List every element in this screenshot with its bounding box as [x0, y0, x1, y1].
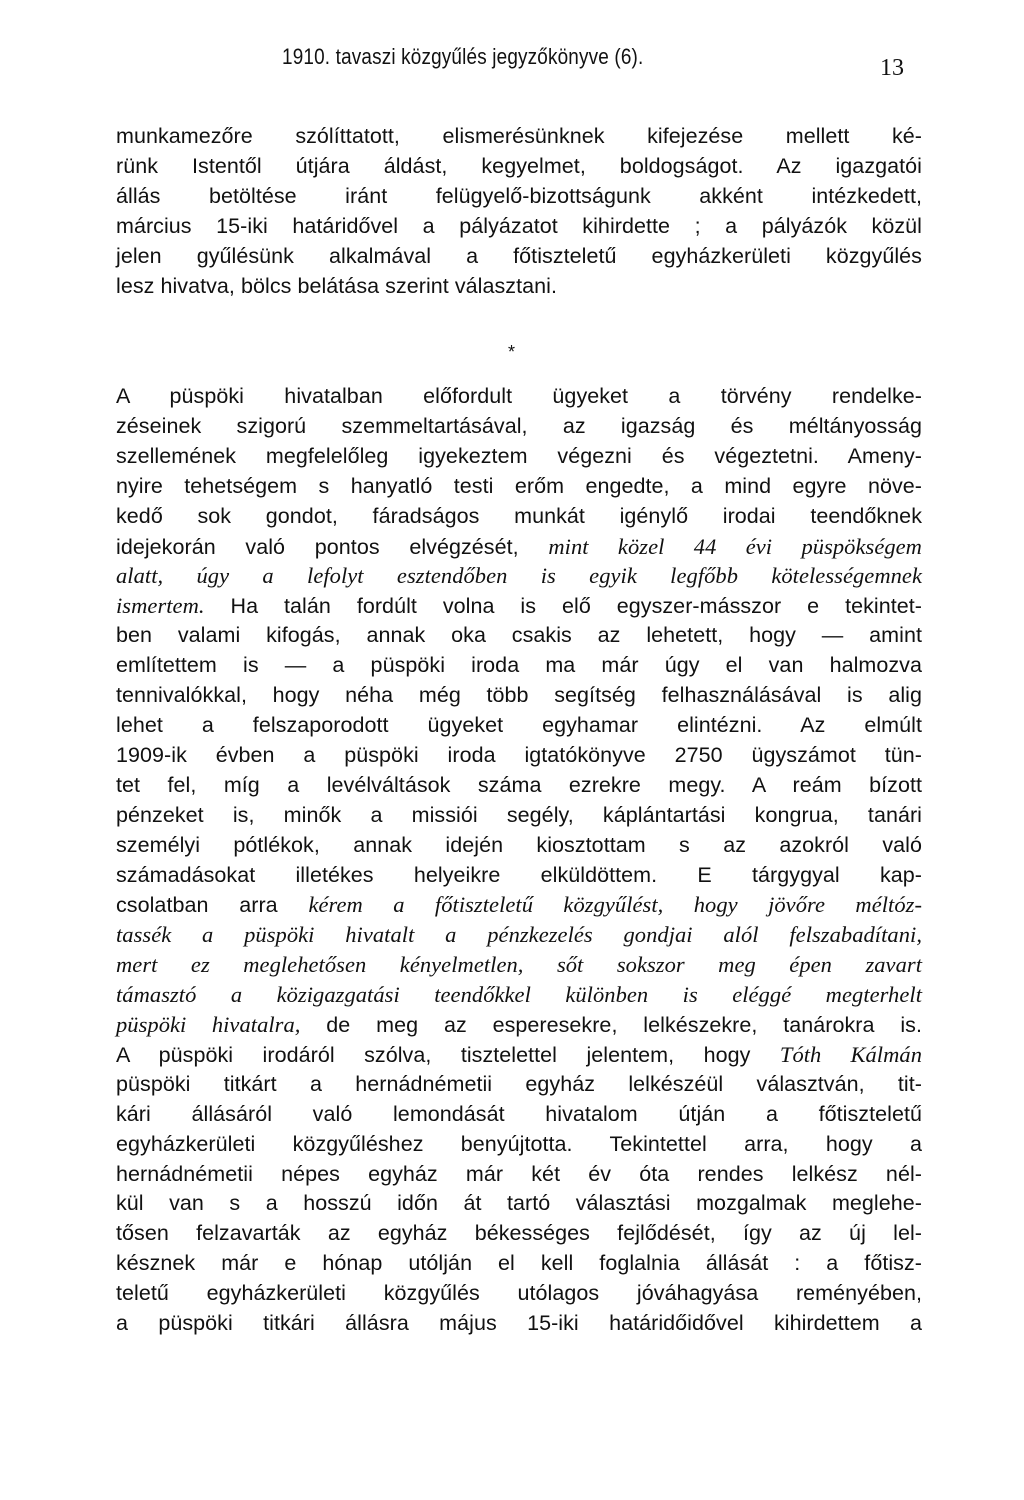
text-segment: lehet a felszaporodott ügyeket egyhamar elintézni. Az elmúlt — [116, 712, 922, 737]
text-line — [116, 831, 922, 861]
text-segment: egyházkerületi közgyűléshez benyújtotta. Tekintettel arra, hogy a — [116, 1131, 922, 1156]
text-segment: csolatban arra — [116, 893, 309, 918]
text-line — [116, 950, 922, 980]
text-line — [116, 1010, 922, 1040]
text-segment: püspöki titkárt a hernádnémetii egyház lelkészéül választván, tit- — [116, 1071, 922, 1096]
text-segment: hernádnémetii népes egyház már két év óta rendes lelkész nél- — [116, 1161, 922, 1186]
text-line — [116, 1160, 922, 1190]
text-line — [116, 861, 922, 891]
text-segment: tet fel, míg a levélváltások száma ezrekre megy. A reám bízott — [116, 772, 922, 797]
text-line — [116, 1040, 922, 1070]
text-segment: tennivalókkal, hogy néha még több segítség felhasználásával is alig — [116, 683, 922, 708]
text-line — [116, 561, 922, 591]
text-segment: a püspöki titkári állásra május 15-iki határidőidővel kihirdettem a — [116, 1311, 922, 1336]
text-line — [116, 1249, 922, 1279]
text-segment: számadásokat illetékes helyeikre elküldöttem. E tárgygyal kap- — [116, 862, 922, 887]
text-line — [116, 1189, 922, 1219]
text-segment: A püspöki hivatalban előfordult ügyeket a törvény rendelke- — [116, 384, 922, 408]
text-segment: kári állásáról való lemondását hivatalom útján a főtiszteletű — [116, 1101, 922, 1126]
text-line — [116, 621, 922, 651]
italic-text: mert ez meglehetősen kényelmetlen, sőt sokszor meg épen zavart — [116, 952, 922, 978]
text-segment: de meg az esperesekre, lelkészekre, tanárokra is. — [300, 1013, 923, 1038]
text-segment: késznek már e hónap utólján el kell foglalnia állását : a főtisz- — [116, 1251, 922, 1276]
text-segment: teletű egyházkerületi közgyűlés utólagos jóváhagyása reményében, — [116, 1281, 922, 1306]
text-segment: említettem is — a püspöki iroda ma már úgy el van halmozva — [116, 653, 922, 678]
text-line — [116, 382, 922, 412]
text-line — [116, 591, 922, 621]
running-header: 1910. tavaszi közgyűlés jegyzőkönyve (6). — [282, 44, 644, 69]
text-line — [116, 1219, 922, 1249]
text-segment: pénzeket is, minők a missiói segély, káplántartási kongrua, tanári — [116, 802, 922, 827]
italic-text: püspöki hivatalra, — [116, 1012, 301, 1038]
text-segment: személyi pótlékok, annak idején kiosztottam s az azokról való — [116, 832, 922, 857]
text-segment: 1909-ik évben a püspöki iroda igtatókönyve 2750 ügyszámot tün- — [116, 742, 922, 767]
text-line — [116, 771, 922, 801]
text-segment: zéseinek szigorú szemmeltartásával, az igazság és méltányosság — [116, 413, 922, 438]
text-line — [116, 801, 922, 831]
italic-text: ismertem. — [116, 593, 205, 619]
text-segment: tősen felzavarták az egyház békességes fejlődését, így az új lel- — [116, 1221, 922, 1246]
text-line — [116, 1130, 922, 1160]
italic-text: Tóth Kálmán — [779, 1041, 922, 1067]
text-segment: nyire tehetségem s hanyatló testi erőm engedte, a mind egyre növe- — [116, 473, 922, 498]
text-line — [116, 920, 922, 950]
text-line — [116, 1070, 922, 1100]
text-line — [116, 711, 922, 741]
text-line — [116, 681, 922, 711]
text-line — [116, 442, 922, 472]
text-line: munkamezőre szólíttatott, elismerésünknek kifejezése mellett ké- — [116, 124, 922, 148]
text-line — [116, 1279, 922, 1309]
section-separator: * — [508, 342, 516, 362]
text-line: jelen gyűlésünk alkalmával a főtiszteletű egyházkerületi közgyűlés — [116, 243, 922, 268]
text-line — [116, 502, 922, 532]
italic-text: kérem a főtiszteletű közgyűlést, hogy jövőre méltóz- — [308, 892, 922, 918]
italic-text: tassék a püspöki hivatalt a pénzkezelés gondjai alól felszabadítani, — [116, 922, 922, 948]
text-segment: ben valami kifogás, annak oka csakis az lehetett, hogy — amint — [116, 623, 922, 648]
text-segment: idejekorán való pontos elvégzését, — [116, 534, 549, 559]
text-line — [116, 651, 922, 681]
italic-text: mint közel 44 évi püspökségem — [548, 533, 922, 559]
text-line: rünk Istentől útjára áldást, kegyelmet, boldogságot. Az igazgatói — [116, 153, 922, 178]
text-line — [116, 890, 922, 920]
paragraph-1 — [116, 122, 922, 301]
text-segment: szellemének megfelelőleg igyekeztem végezni és végeztetni. Ameny- — [116, 443, 922, 468]
text-line — [116, 412, 922, 442]
text-line — [116, 741, 922, 771]
text-segment: kedő sok gondot, fáradságos munkát igénylő irodai teendőknek — [116, 503, 922, 528]
text-line — [116, 1100, 922, 1130]
text-segment: Ha talán fordúlt volna is elő egyszer-másszor e tekintet- — [204, 594, 922, 619]
paragraph-2 — [116, 382, 922, 1339]
text-segment: kül van s a hosszú időn át tartó választási mozgalmak meglehe- — [116, 1191, 922, 1216]
text-line — [116, 1309, 922, 1339]
text-line — [116, 532, 922, 562]
text-line: március 15-iki határidővel a pályázatot kihirdette ; a pályázók közül — [116, 213, 922, 238]
italic-text: támasztó a közigazgatási teendőkkel különben is eléggé megterhelt — [116, 982, 922, 1008]
text-line — [116, 980, 922, 1010]
text-line — [116, 472, 922, 502]
italic-text: alatt, úgy a lefolyt esztendőben is egyik legfőbb kötelességemnek — [116, 563, 922, 589]
text-segment: A püspöki irodáról szólva, tisztelettel jelentem, hogy — [116, 1042, 780, 1067]
page-number: 13 — [880, 55, 904, 81]
text-line: lesz hivatva, bölcs belátása szerint választani. — [116, 273, 557, 298]
text-line: állás betöltése iránt felügyelő-bizottságunk akként intézkedett, — [116, 183, 922, 208]
